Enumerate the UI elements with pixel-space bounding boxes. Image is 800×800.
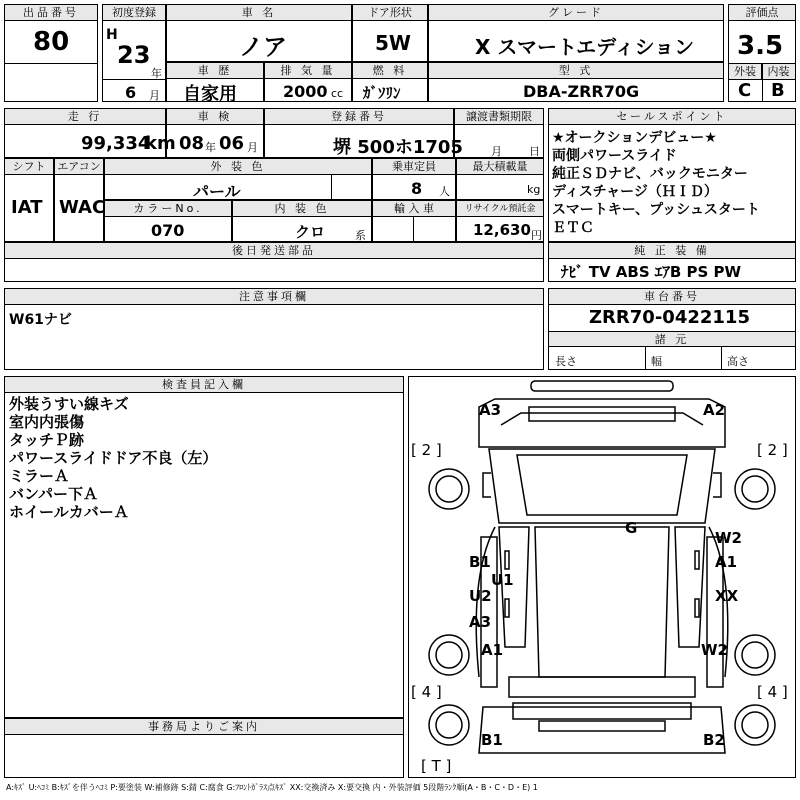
sales-line: 両側パワースライド [552, 148, 677, 164]
int-color-label: 内 装 色 [233, 201, 371, 217]
history-value: 自家用 [183, 84, 237, 105]
office-cell [4, 718, 404, 778]
year-unit: 年 [151, 67, 162, 80]
insp-year: 08 [179, 133, 205, 154]
capacity-unit: 人 [439, 185, 450, 198]
shift-cell [4, 158, 54, 242]
displacement-value: 2000 [283, 82, 328, 101]
damage-right-4: W2 [701, 641, 728, 659]
era: H [106, 27, 118, 43]
fuel-value: ｶﾞｿﾘﾝ [363, 84, 401, 102]
displacement-label: 排 気 量 [265, 63, 351, 79]
inspection-cell [166, 108, 264, 158]
color-label: 外 装 色 [105, 159, 371, 175]
deadline-month: 月 [491, 145, 502, 158]
color-value: パール [193, 182, 241, 201]
ext-label: 外装 [729, 64, 762, 80]
lot-label: 出品番号 [5, 5, 97, 21]
length-label: 長さ [555, 355, 577, 368]
inspector-label: 検査員記入欄 [5, 377, 403, 393]
recycle-value: 12,630 [473, 221, 531, 239]
sales-line: スマートキー、プッシュスタート [552, 202, 760, 218]
type-cell [428, 62, 724, 102]
inspector-line: タッチＰ跡 [9, 431, 85, 449]
grade-label: グレード [429, 5, 723, 21]
displacement-unit: cc [331, 87, 344, 100]
damage-right-3: XX [715, 587, 739, 605]
int-label: 内装 [762, 64, 795, 80]
tire-fr-label: [ 2 ] [757, 441, 788, 459]
plate-cell [264, 108, 463, 158]
ac-value: WAC [59, 197, 106, 218]
spare-tire-label: [ T ] [421, 757, 452, 775]
damage-left-5: A1 [481, 641, 504, 659]
sales-points-label: セールスポイント [549, 109, 795, 125]
damage-left-1: B1 [469, 553, 491, 571]
capacity-cell [372, 158, 456, 200]
inspection-label: 車 検 [167, 109, 263, 125]
fuel-cell [352, 62, 428, 102]
sales-line: 純正ＳＤナビ、バックモニター [552, 166, 748, 182]
deadline-label: 譲渡書類期限 [455, 109, 543, 125]
equipment-label: 純 正 装 備 [549, 243, 795, 259]
color-cell [104, 158, 372, 200]
later-parts-cell [4, 242, 544, 282]
damage-windshield: G [625, 519, 638, 537]
legend-text: A:ｷｽﾞ U:ﾍｺﾐ B:ｷｽﾞを伴うﾍｺﾐ P:要塗装 W:補修跡 S:錆 C:腐食 G:ﾌﾛﾝﾄｶﾞﾗｽ点ｷｽﾞ XX:交換済み X:要交換 内・外装評価 5段階ﾗﾝｸ順(A・B・C・D・E) 1 [6, 783, 538, 792]
score-cell [728, 4, 796, 102]
inspector-line: 室内内張傷 [9, 413, 85, 431]
inspector-line: ホイールカバーＡ [9, 503, 129, 521]
recycle-cell [456, 200, 544, 242]
model-label: 車 名 [167, 5, 351, 21]
width-label: 幅 [651, 355, 662, 368]
notes-label: 注意事項欄 [5, 289, 543, 305]
recycle-label: リサイクル預託金 [457, 201, 543, 217]
car-diagram [408, 376, 796, 778]
chassis-label: 車台番号 [549, 289, 795, 305]
grade-value: X スマートエディション [475, 35, 695, 59]
int-color-unit: 系 [355, 229, 366, 242]
lot-cell [4, 4, 98, 102]
mileage-unit: km [145, 133, 176, 154]
sales-points-list [552, 129, 760, 237]
tire-rl-label: [ 4 ] [411, 683, 442, 701]
month: 6 [125, 83, 137, 102]
inspector-line: ミラーＡ [9, 467, 70, 485]
chassis-cell [548, 288, 796, 370]
inspector-cell [4, 376, 404, 718]
damage-left-4: A3 [469, 613, 492, 631]
car-outline-icon [409, 377, 795, 777]
load-cell [456, 158, 544, 200]
office-label: 事務局よりご案内 [5, 719, 403, 735]
mileage-cell [4, 108, 176, 158]
plate-label: 登録番号 [265, 109, 453, 125]
insp-month-unit: 月 [247, 141, 258, 154]
color-no-cell [104, 200, 232, 242]
model-value: ノア [239, 33, 287, 61]
grade-cell [428, 4, 724, 62]
first-reg-label: 初度登録 [103, 5, 165, 21]
score-value: 3.5 [737, 31, 784, 61]
lot-value: 80 [33, 27, 70, 57]
color-no-value: 070 [151, 221, 185, 240]
type-label: 型 式 [429, 63, 723, 79]
insp-year-unit: 年 [205, 141, 216, 154]
shift-label: シフト [5, 159, 53, 175]
mileage-label: 走 行 [5, 109, 165, 125]
damage-right-2: A1 [715, 553, 738, 571]
capacity-label: 乗車定員 [373, 159, 455, 175]
plate-value: 堺 500ホ1705 [333, 137, 463, 158]
damage-rear-right: B2 [703, 731, 725, 749]
later-parts-label: 後日発送部品 [5, 243, 543, 259]
load-label: 最大積載量 [457, 159, 543, 175]
insp-month: 06 [219, 133, 245, 154]
ext-score: C [738, 80, 752, 101]
recycle-unit: 円 [531, 229, 542, 242]
inspector-line: 外装うすい線キズ [9, 395, 129, 413]
score-label: 評価点 [729, 5, 795, 21]
damage-right-1: W2 [715, 529, 742, 547]
inspector-list [9, 395, 217, 521]
month-unit: 月 [149, 89, 160, 102]
displacement-cell [264, 62, 352, 102]
shift-value: IAT [11, 197, 43, 218]
mileage-value: 99,334 [81, 133, 151, 154]
deadline-cell [454, 108, 544, 158]
ac-cell [54, 158, 104, 242]
damage-front-right: A2 [703, 401, 726, 419]
deadline-day: 日 [529, 145, 540, 158]
model-cell [166, 4, 352, 62]
height-label: 高さ [727, 355, 749, 368]
history-label: 車 歴 [167, 63, 263, 79]
int-color-value: クロ [295, 223, 326, 241]
year: 23 [117, 41, 151, 69]
ac-label: エアコン [55, 159, 103, 175]
int-color-cell [232, 200, 372, 242]
sales-line: ディスチャージ（ＨＩＤ） [552, 184, 718, 200]
damage-left-3: U2 [469, 587, 492, 605]
damage-front-left: A3 [479, 401, 502, 419]
tire-rr-label: [ 4 ] [757, 683, 788, 701]
inspector-line: パワースライドドア不良（左） [9, 449, 218, 467]
int-score: B [771, 80, 785, 101]
color-no-label: カラーNo. [105, 201, 231, 217]
door-label: ドア形状 [353, 5, 427, 21]
tire-fl-label: [ 2 ] [411, 441, 442, 459]
dims-label: 諸 元 [549, 331, 795, 347]
door-value: 5W [375, 31, 411, 55]
chassis-value: ZRR70-0422115 [589, 307, 750, 328]
sales-points-cell [548, 108, 796, 242]
notes-value: W61ナビ [9, 312, 72, 328]
history-cell [166, 62, 264, 105]
inspector-line: バンパー下Ａ [9, 485, 98, 503]
equipment-cell [548, 242, 796, 282]
equipment-value: ﾅﾋﾞ TV ABS ｴｱB PS PW [561, 263, 742, 281]
import-cell [372, 200, 456, 242]
damage-left-2: U1 [491, 571, 514, 589]
load-unit: kg [527, 183, 541, 196]
sales-line: ＥＴＣ [552, 220, 594, 236]
fuel-label: 燃 料 [353, 63, 427, 79]
type-value: DBA-ZRR70G [523, 82, 640, 101]
damage-rear-left: B1 [481, 731, 503, 749]
capacity-value: 8 [411, 179, 423, 198]
notes-cell [4, 288, 544, 370]
sales-line: ★オークションデビュー★ [552, 130, 717, 146]
import-label: 輸 入 車 [373, 201, 455, 217]
first-reg-cell [102, 4, 166, 102]
door-cell [352, 4, 428, 62]
